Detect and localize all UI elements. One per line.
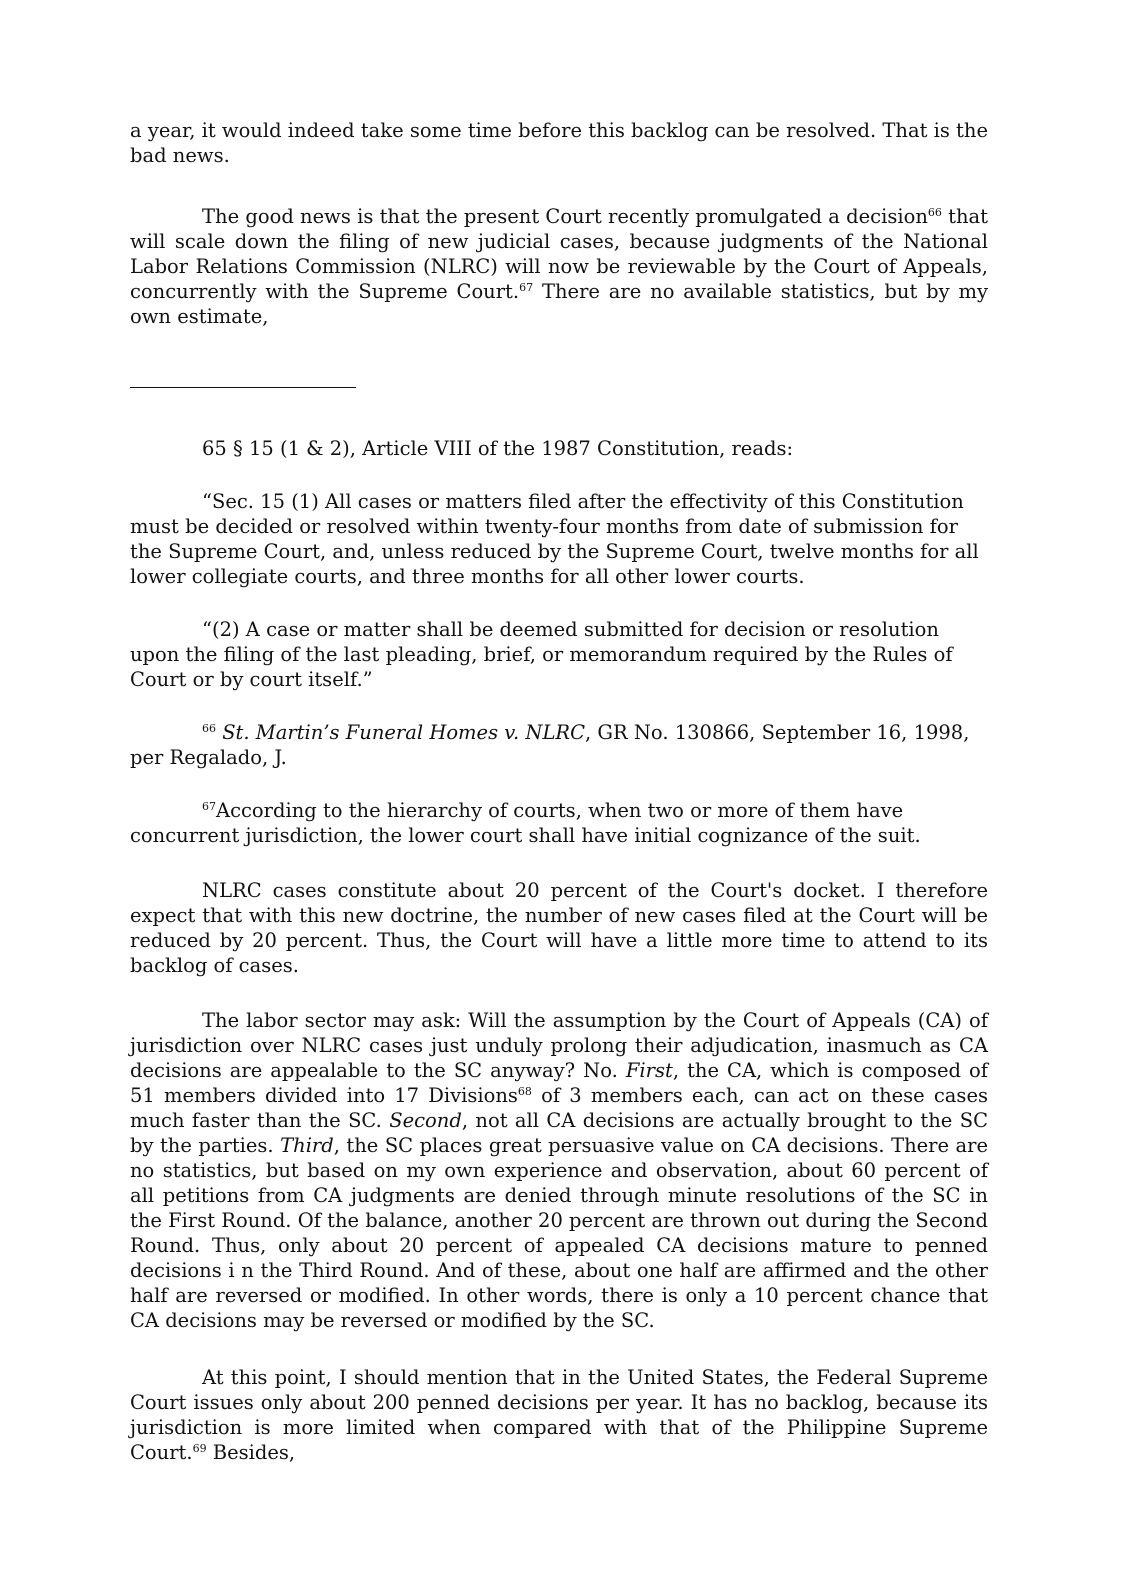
footnote-66: $^{66}$ St. Martin’s Funeral Homes v. NLRC, GR No. 130866, September 16, 1998, per Regalado, J. xyxy=(130,721,970,769)
footnote-65-intro: 65 § 15 (1 & 2), Article VIII of the 1987 Constitution, reads: xyxy=(202,437,794,460)
footnote-ref-69: 69 xyxy=(192,1442,207,1455)
document-page xyxy=(130,118,988,1465)
footnotes xyxy=(130,436,988,848)
case-title: St. Martin’s Funeral Homes v. NLRC xyxy=(222,721,586,744)
paragraph-nlrc-docket: NLRC cases constitute about 20 percent of the Court's docket. I therefore expect that with this new doctrine, the number of new cases filed at the Court will be reduced by 20 percent. Thus, the Court will have a little more time to attend to its backlog of cases. xyxy=(130,879,988,977)
paragraph-good-news: The good news is that the present Court recently promulgated a decision$^{66}$ that will scale down the filing of new judicial cases, because judgments of the National Labor Relations Commission (NLRC) will now be reviewable by the Court of Appeals, concurrently with the Supreme Court.$^{67}$ There are no available statistics, but by my own estimate, xyxy=(130,205,988,328)
footnote-65-section-1: “Sec. 15 (1) All cases or matters filed after the effectivity of this Constitution must be decided or resolved within twenty-four months from date of submission for the Supreme Court, and, unless reduced by the Supreme Court, twelve months for all lower collegiate courts, and three months for all other lower courts. xyxy=(130,490,979,588)
paragraph-united-states: At this point, I should mention that in the United States, the Federal Supreme Court issues only about 200 penned decisions per year. It has no backlog, because its jurisdiction is more limited when compared with that of the Philippine Supreme Court.$^{69}$ Besides, xyxy=(130,1366,988,1464)
footnote-ref-67: 67 xyxy=(519,281,534,294)
footnote-ref-68: 68 xyxy=(517,1085,532,1098)
paragraph-backlog-continued: a year, it would indeed take some time before this backlog can be resolved. That is the bad news. xyxy=(130,119,988,167)
footnote-67-number: 67 xyxy=(202,800,216,813)
paragraph-labor-sector: The labor sector may ask: Will the assumption by the Court of Appeals (CA) of jurisdiction over NLRC cases just unduly prolong their adjudication, inasmuch as CA decisions are appealable to the SC anyway? No. First, the CA, which is composed of 51 members divided into 17 Divisions$^{68}$ of 3 members each, can act on these cases much faster than the SC. Second, not all CA decisions are actually brought to the SC by the parties. Third, the SC places great persuasive value on CA decisions. There are no statistics, but based on my own experience and observation, about 60 percent of all petitions from CA judgments are denied through minute resolutions of the SC in the First Round. Of the balance, another 20 percent are thrown out during the Second Round. Thus, only about 20 percent of appealed CA decisions mature to penned decisions i n the Third Round. And of these, about one half are affirmed and the other half are reversed or modified. In other words, there is only a 10 percent chance that CA decisions may be reversed or modified by the SC. xyxy=(130,1009,989,1332)
footnote-65-section-2: “(2) A case or matter shall be deemed submitted for decision or resolution upon the filing of the last pleading, brief, or memorandum required by the Rules of Court or by court itself.” xyxy=(130,618,953,691)
footnote-separator xyxy=(130,387,356,388)
footnote-ref-66: 66 xyxy=(927,206,942,219)
footnote-66-number: 66 xyxy=(202,722,216,735)
footnote-67: $^{67}$According to the hierarchy of courts, when two or more of them have concurrent jurisdiction, the lower court shall have initial cognizance of the suit. xyxy=(130,799,921,847)
